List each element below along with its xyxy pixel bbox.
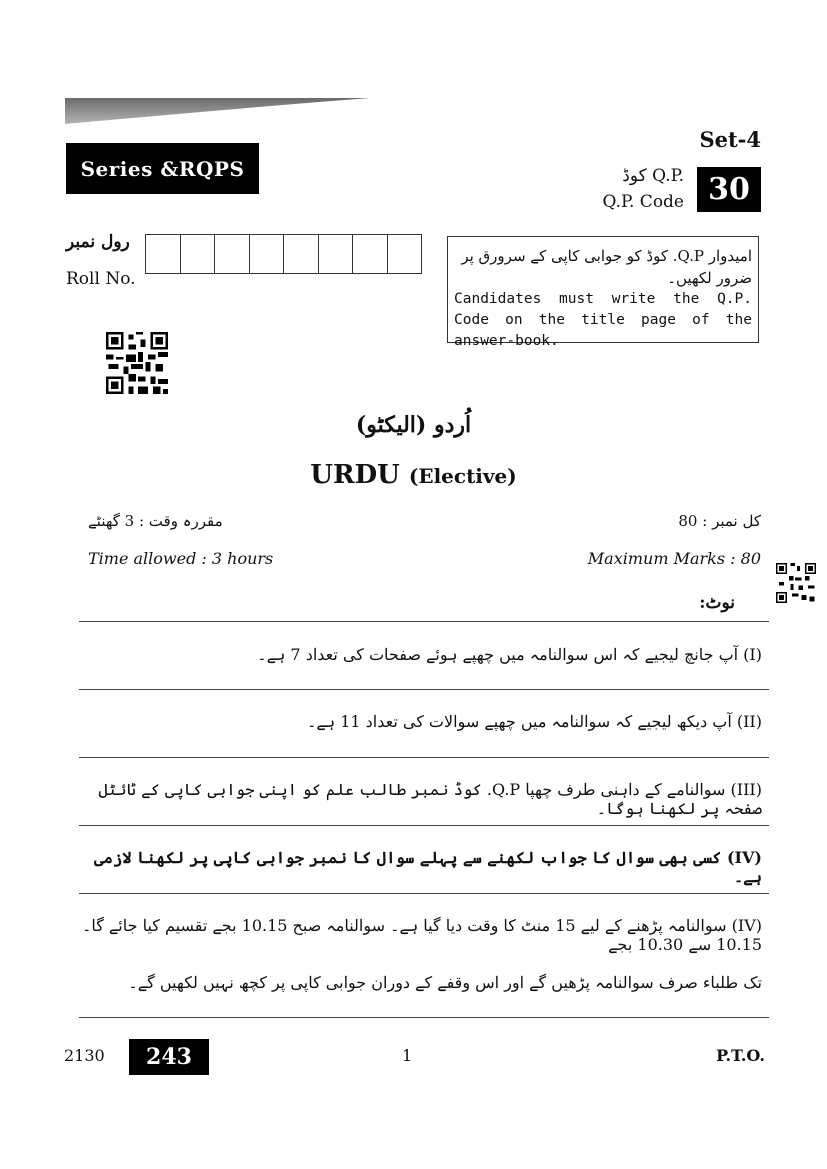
roll-digit-box[interactable] (353, 235, 388, 273)
roll-label-en: Roll No. (66, 269, 136, 289)
roll-digit-box[interactable] (388, 235, 422, 273)
footer-paper-code: 2130 (64, 1046, 105, 1065)
roll-digit-box[interactable] (181, 235, 216, 273)
notice-urdu: امیدوار Q.P. کوڈ کو جوابی کاپی کے سرورق پر ضرور لکھیں۔ (461, 247, 752, 287)
roll-digit-box[interactable] (146, 235, 181, 273)
divider (79, 893, 769, 894)
roll-digit-box[interactable] (250, 235, 285, 273)
candidate-notice-box (447, 236, 759, 349)
qr-code-icon (776, 563, 816, 603)
instruction-item: (III) سوالنامے کے داہنی طرف چھپا Q.P. کوڈ نمبر طالب علم کو اپنی جوابی کاپی کے ٹائٹل صفحہ پر لکھنا ہوگا۔ (98, 780, 762, 818)
notice-en: Candidates must write the Q.P. Code on the title page of the answer-book. (454, 291, 752, 349)
roll-number-boxes[interactable] (145, 234, 422, 274)
pto-label: P.T.O. (716, 1046, 765, 1065)
title-en-sub: (Elective) (408, 464, 517, 488)
max-marks-urdu: کل نمبر : 80 (678, 512, 761, 530)
instruction-item: (I) آپ جانچ لیجیے کہ اس سوالنامہ میں چھپے ہوئے صفحات کی تعداد 7 ہے۔ (257, 645, 762, 664)
time-allowed-urdu: مقررہ وقت : 3 گھنٹے (88, 512, 223, 530)
title-urdu: اُردو (الیکٹو) (355, 412, 472, 438)
title-en (0, 460, 827, 490)
title-en-main: URDU (310, 460, 400, 490)
set-label: Set-4 (699, 127, 761, 152)
footer-box-number: 243 (129, 1039, 209, 1075)
series-badge: Series &RQPS (66, 143, 259, 194)
note-heading: نوٹ: (699, 593, 735, 613)
roll-label-urdu: رول نمبر (66, 232, 130, 252)
qp-label-en: Q.P. Code (602, 192, 684, 212)
roll-digit-box[interactable] (319, 235, 354, 273)
page-number: 1 (402, 1046, 413, 1065)
instruction-item: (IV) کسی بھی سوال کا جواب لکھنے سے پہلے سوال کا نمبر جوابی کاپی پر لکھنا لازمی ہے۔ (94, 848, 762, 886)
divider (79, 1017, 769, 1018)
roll-digit-box[interactable] (215, 235, 250, 273)
time-allowed-en: Time allowed : 3 hours (88, 549, 274, 568)
roll-digit-box[interactable] (284, 235, 319, 273)
instruction-item: (IV) سوالنامہ پڑھنے کے لیے 15 منٹ کا وقت دیا گیا ہے۔ سوالنامہ صبح 10.15 بجے تقسیم کیا جائے گا۔ 10.15 سے 10.30 بجے (81, 916, 762, 954)
instruction-item: (II) آپ دیکھ لیجیے کہ سوالنامہ میں چھپے سوالات کی تعداد 11 ہے۔ (307, 712, 762, 731)
qp-code-box: 30 (697, 167, 761, 212)
divider (79, 757, 769, 758)
instruction-item-continued: تک طلباء صرف سوالنامہ پڑھیں گے اور اس وقفے کے دوران جوابی کاپی پر کچھ نہیں لکھیں گے۔ (128, 973, 762, 992)
qp-label-urdu: کوڈ Q.P. (622, 166, 684, 186)
divider (79, 689, 769, 690)
divider (79, 621, 769, 622)
header-decorative-bar (65, 98, 370, 124)
divider (79, 825, 769, 826)
max-marks-en: Maximum Marks : 80 (587, 549, 761, 568)
qr-code-icon (106, 332, 168, 394)
